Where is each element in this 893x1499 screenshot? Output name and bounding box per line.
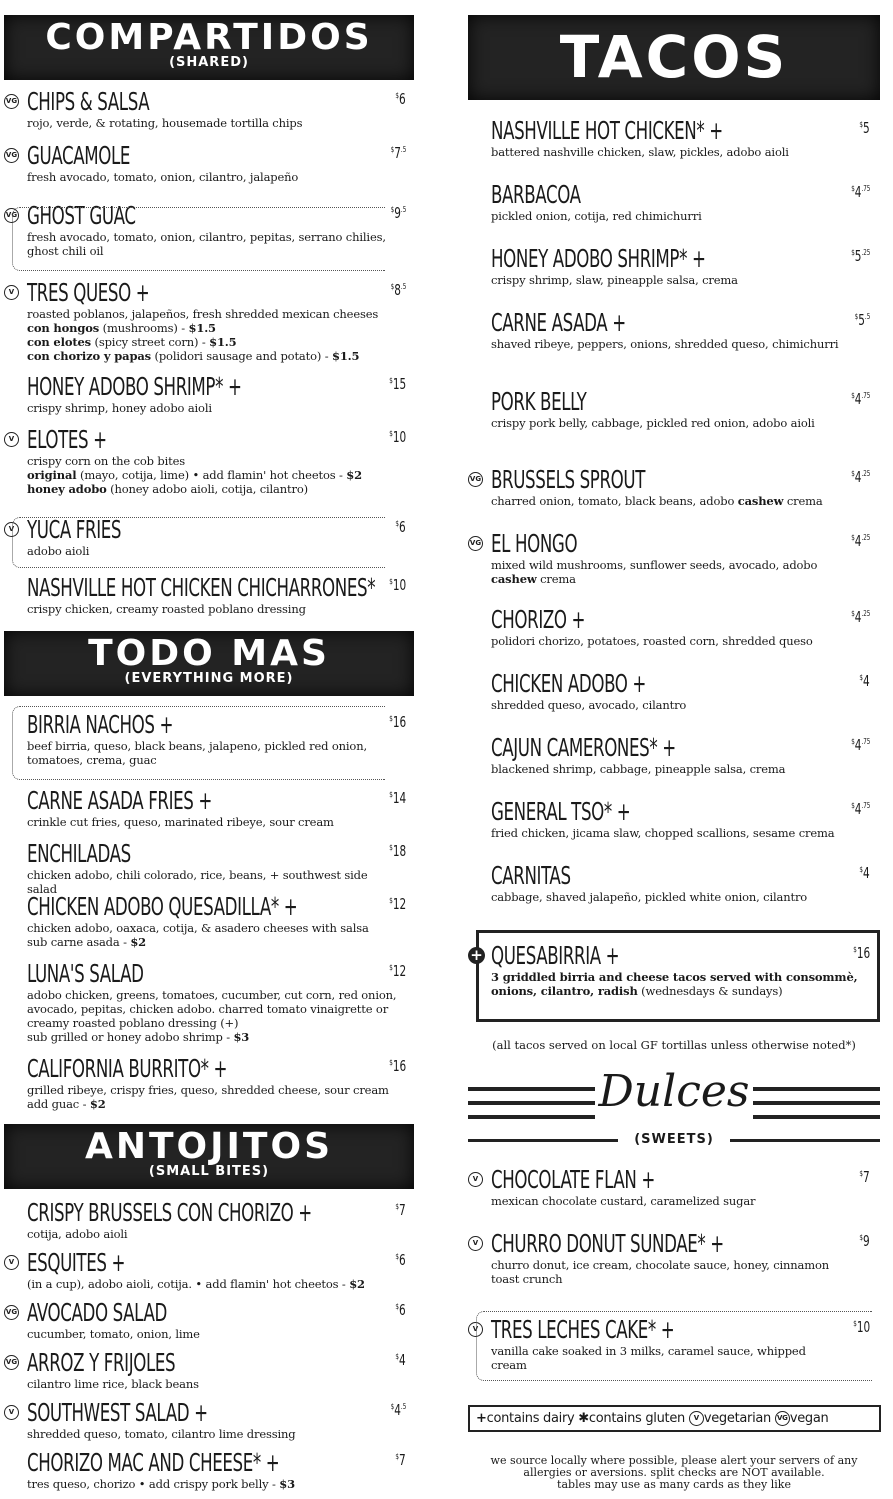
- footer-note: [468, 1455, 880, 1491]
- vegetarian-icon: V: [468, 1172, 483, 1187]
- item-price: $15: [389, 375, 406, 393]
- item-option: con elotes (spicy street corn) - $1.5: [27, 335, 237, 349]
- item-name: ENCHILADAS: [27, 839, 131, 868]
- item-description: fresh avocado, tomato, onion, cilantro, pepitas, serrano chilies, ghost chili oil: [27, 230, 386, 258]
- item-description: pickled onion, cotija, red chimichurri: [491, 209, 702, 223]
- item-description: crispy corn on the cob bites: [27, 454, 185, 468]
- item-price: $^{\$}4^{.25}$: [850, 468, 870, 486]
- item-price: $12: [389, 962, 406, 980]
- item-name: AVOCADO SALAD: [27, 1298, 167, 1327]
- tortilla-note: (all tacos served on local GF tortillas unless otherwise noted*): [492, 1038, 856, 1052]
- item-price: $6: [395, 518, 406, 536]
- item-description: battered nashville chicken, slaw, pickles, adobo aioli: [491, 145, 789, 159]
- item-description: mixed wild mushrooms, sunflower seeds, avocado, adobo cashew crema: [491, 558, 818, 586]
- item-name: BRUSSELS SPROUT: [491, 465, 646, 494]
- item-option: add guac - $2: [27, 1097, 106, 1111]
- menu-item: [468, 309, 880, 351]
- menu-item: [468, 670, 880, 712]
- footer-line: tables may use as many cards as they like: [557, 1478, 791, 1491]
- item-description: chicken adobo, chili colorado, rice, beans, + southwest side salad: [27, 868, 368, 896]
- menu-item: [468, 1230, 880, 1286]
- vegan-icon: VG: [4, 148, 19, 163]
- item-price: $10: [389, 576, 406, 594]
- item-price: $4: [859, 672, 870, 690]
- menu-item: [4, 574, 414, 616]
- item-name: ARROZ Y FRIJOLES: [27, 1348, 176, 1377]
- item-description: 3 griddled birria and cheese tacos served with consommè, onions, cilantro, radish (wednesdays & sundays): [491, 970, 858, 998]
- menu-item: [4, 893, 414, 949]
- item-price: $7: [395, 1201, 406, 1219]
- item-description: crinkle cut fries, queso, marinated ribeye, sour cream: [27, 815, 334, 829]
- item-description: shredded queso, tomato, cilantro lime dressing: [27, 1427, 296, 1441]
- item-description: rojo, verde, & rotating, housemade tortilla chips: [27, 116, 303, 130]
- item-description: charred onion, tomato, black beans, adobo cashew crema: [491, 494, 823, 508]
- vegan-icon: VG: [468, 536, 483, 551]
- item-price: $6: [395, 90, 406, 108]
- legend-vegetarian: vegetarian: [703, 1411, 771, 1426]
- menu-item: [4, 88, 414, 130]
- item-name: BIRRIA NACHOS +: [27, 710, 174, 739]
- highlight-border: [12, 207, 385, 271]
- item-option: con chorizo y papas (polidori sausage and potato) - $1.5: [27, 349, 360, 363]
- item-option: sub grilled or honey adobo shrimp - $3: [27, 1030, 250, 1044]
- item-price: $^{\$}7^{.5}$: [390, 144, 406, 162]
- item-description: adobo chicken, greens, tomatoes, cucumber, cut corn, red onion, avocado, pepitas, chicken adobo. charred tomato vinaigrette or creamy roasted poblano dressing (+): [27, 988, 397, 1030]
- antojitos-banner: [4, 1124, 414, 1189]
- item-option: sub carne asada - $2: [27, 935, 147, 949]
- vegetarian-icon: V: [4, 285, 19, 300]
- item-option: honey adobo (honey adobo aioli, cotija, cilantro): [27, 482, 308, 496]
- item-name: CHORIZO MAC AND CHEESE* +: [27, 1448, 280, 1477]
- item-name: GHOST GUAC: [27, 201, 136, 230]
- item-price: $^{\$}4^{.75}$: [850, 736, 870, 754]
- item-name: LUNA'S SALAD: [27, 959, 144, 988]
- item-description: chicken adobo, oaxaca, cotija, & asadero cheeses with salsa: [27, 921, 369, 935]
- tacos-banner: [468, 15, 880, 100]
- menu-item: [4, 1055, 414, 1111]
- item-description: fresh avocado, tomato, onion, cilantro, jalapeño: [27, 170, 299, 184]
- menu-item: [4, 787, 414, 829]
- item-price: $^{\$}4^{.25}$: [850, 532, 870, 550]
- item-price: $6: [395, 1301, 406, 1319]
- menu-item: [468, 734, 880, 776]
- menu-item: [468, 530, 880, 586]
- section-subtitle: (SHARED): [169, 55, 249, 70]
- vegan-icon: VG: [4, 94, 19, 109]
- item-description: shredded queso, avocado, cilantro: [491, 698, 687, 712]
- item-description: crispy shrimp, honey adobo aioli: [27, 401, 212, 415]
- item-price: $4: [395, 1351, 406, 1369]
- menu-item: [4, 1199, 414, 1241]
- item-price: $14: [389, 789, 406, 807]
- item-description: mexican chocolate custard, caramelized sugar: [491, 1194, 756, 1208]
- plus-icon: +: [476, 1411, 487, 1426]
- item-price: $16: [389, 713, 406, 731]
- menu-item: [468, 798, 880, 840]
- item-price: $^{\$}5^{.25}$: [850, 247, 870, 265]
- menu-item-quesabirria: [468, 942, 880, 998]
- vegetarian-icon: V: [4, 1405, 19, 1420]
- vegan-icon: VG: [4, 208, 19, 223]
- item-name: ESQUITES +: [27, 1248, 126, 1277]
- item-name: HONEY ADOBO SHRIMP* +: [491, 244, 706, 273]
- item-price: $^{\$}4^{.75}$: [850, 183, 870, 201]
- item-option: original (mayo, cotija, lime) • add flamin' hot cheetos - $2: [27, 468, 362, 482]
- vegan-icon: VG: [775, 1411, 790, 1426]
- item-price: $^{\$}4^{.75}$: [850, 800, 870, 818]
- menu-item: [4, 1249, 414, 1291]
- item-name: YUCA FRIES: [27, 515, 122, 544]
- item-name: CHORIZO +: [491, 605, 586, 634]
- highlight-border: [12, 706, 385, 780]
- item-name: ELOTES +: [27, 425, 107, 454]
- item-description: grilled ribeye, crispy fries, queso, shredded cheese, sour cream: [27, 1083, 389, 1097]
- item-description: roasted poblanos, jalapeños, fresh shredded mexican cheeses: [27, 307, 379, 321]
- item-name: GUACAMOLE: [27, 141, 131, 170]
- item-name: CALIFORNIA BURRITO* +: [27, 1054, 228, 1083]
- item-price: $12: [389, 895, 406, 913]
- item-description: cabbage, shaved jalapeño, pickled white onion, cilantro: [491, 890, 808, 904]
- item-description: cucumber, tomato, onion, lime: [27, 1327, 200, 1341]
- section-title: TODO MAS: [88, 633, 330, 674]
- item-name: CHOCOLATE FLAN +: [491, 1165, 655, 1194]
- menu-item: [4, 1349, 414, 1391]
- item-description: crispy pork belly, cabbage, pickled red onion, adobo aioli: [491, 416, 815, 430]
- item-price: $^{\$}4^{.25}$: [850, 608, 870, 626]
- dietary-legend: [468, 1405, 881, 1432]
- section-title: COMPARTIDOS: [45, 17, 373, 58]
- vegetarian-icon: V: [4, 1255, 19, 1270]
- menu-item: [4, 1399, 414, 1441]
- item-name: SOUTHWEST SALAD +: [27, 1398, 208, 1427]
- item-description: adobo aioli: [27, 544, 90, 558]
- item-price: $7: [859, 1168, 870, 1186]
- item-price: $5: [859, 119, 870, 137]
- compartidos-banner: [4, 15, 414, 80]
- item-name: CARNITAS: [491, 861, 571, 890]
- section-subtitle: (EVERYTHING MORE): [124, 671, 294, 686]
- item-price: $18: [389, 842, 406, 860]
- item-price: $16: [389, 1057, 406, 1075]
- vegetarian-icon: V: [468, 1236, 483, 1251]
- legend-gluten: contains gluten: [588, 1411, 685, 1426]
- dulces-subtitle: (SWEETS): [634, 1132, 714, 1147]
- menu-item: [4, 279, 414, 363]
- item-price: $^{\$}9^{.5}$: [390, 204, 406, 222]
- menu-item: [4, 840, 414, 896]
- item-description: shaved ribeye, peppers, onions, shredded queso, chimichurri: [491, 337, 839, 351]
- item-description: cotija, adobo aioli: [27, 1227, 128, 1241]
- menu-item: [468, 388, 880, 430]
- menu-item: [468, 181, 880, 223]
- item-price: $16: [853, 944, 870, 962]
- legend-dairy: contains dairy: [486, 1411, 575, 1426]
- item-price: $10: [853, 1318, 870, 1336]
- footer-line: we source locally where possible, please alert your servers of any: [490, 1454, 858, 1467]
- menu-item: [4, 142, 414, 184]
- menu-item: [468, 606, 880, 648]
- item-price: $4: [859, 864, 870, 882]
- item-description: beef birria, queso, black beans, jalapeno, pickled red onion, tomatoes, crema, guac: [27, 739, 367, 767]
- section-title: ANTOJITOS: [84, 1126, 334, 1167]
- menu-item: [468, 245, 880, 287]
- footer-line: allergies or aversions. split checks are NOT available.: [523, 1466, 825, 1479]
- todo-mas-banner: [4, 631, 414, 696]
- item-price: $^{\$}5^{.5}$: [854, 311, 870, 329]
- item-name: BARBACOA: [491, 180, 581, 209]
- item-name: CHICKEN ADOBO QUESADILLA* +: [27, 892, 298, 921]
- item-description: polidori chorizo, potatoes, roasted corn, shredded queso: [491, 634, 813, 648]
- item-name: CARNE ASADA +: [491, 308, 626, 337]
- menu-item: [4, 960, 414, 1044]
- legend-vegan: vegan: [789, 1411, 829, 1426]
- item-price: $^{\$}4^{.75}$: [850, 390, 870, 408]
- menu-item: [4, 1449, 414, 1491]
- item-description: crispy chicken, creamy roasted poblano dressing: [27, 602, 306, 616]
- item-price: $6: [395, 1251, 406, 1269]
- item-name: CHURRO DONUT SUNDAE* +: [491, 1229, 724, 1258]
- vegan-icon: VG: [4, 1305, 19, 1320]
- menu-item: [4, 1299, 414, 1341]
- item-name: CARNE ASADA FRIES +: [27, 786, 212, 815]
- item-description: crispy shrimp, slaw, pineapple salsa, crema: [491, 273, 738, 287]
- item-price: $^{\$}4^{.5}$: [390, 1401, 406, 1419]
- item-name: CAJUN CAMERONES* +: [491, 733, 676, 762]
- item-price: $10: [389, 428, 406, 446]
- item-name: PORK BELLY: [491, 387, 587, 416]
- plus-icon: +: [468, 947, 485, 964]
- dulces-title: Dulces: [598, 1066, 750, 1117]
- vegetarian-icon: V: [4, 432, 19, 447]
- item-description: blackened shrimp, cabbage, pineapple salsa, crema: [491, 762, 786, 776]
- section-title: TACOS: [559, 23, 789, 91]
- menu-item: [468, 1166, 880, 1208]
- item-name: NASHVILLE HOT CHICKEN CHICHARRONES*: [27, 573, 376, 602]
- item-name: TRES LECHES CAKE* +: [491, 1315, 675, 1344]
- highlight-border: [476, 1311, 872, 1381]
- item-description: cilantro lime rice, black beans: [27, 1377, 199, 1391]
- section-subtitle: (SMALL BITES): [148, 1164, 270, 1179]
- item-name: EL HONGO: [491, 529, 578, 558]
- vegetarian-icon: V: [468, 1322, 483, 1337]
- asterisk-icon: ✱: [578, 1411, 589, 1426]
- item-description: churro donut, ice cream, chocolate sauce, honey, cinnamon toast crunch: [491, 1258, 830, 1286]
- item-name: CHICKEN ADOBO +: [491, 669, 647, 698]
- vegetarian-icon: V: [689, 1411, 704, 1426]
- menu-item: [468, 117, 880, 159]
- vegan-icon: VG: [468, 472, 483, 487]
- item-price: $9: [859, 1232, 870, 1250]
- item-name: CRISPY BRUSSELS CON CHORIZO +: [27, 1198, 312, 1227]
- vegan-icon: VG: [4, 1355, 19, 1370]
- highlight-border: [12, 517, 385, 568]
- item-name: QUESABIRRIA +: [491, 941, 620, 970]
- menu-item: [468, 862, 880, 904]
- item-name: CHIPS & SALSA: [27, 87, 150, 116]
- item-description: tres queso, chorizo • add crispy pork belly - $3: [27, 1477, 295, 1491]
- item-name: NASHVILLE HOT CHICKEN* +: [491, 116, 723, 145]
- item-price: $7: [395, 1451, 406, 1469]
- item-description: vanilla cake soaked in 3 milks, caramel sauce, whipped cream: [491, 1344, 806, 1372]
- item-price: $^{\$}8^{.5}$: [390, 281, 406, 299]
- item-name: TRES QUESO +: [27, 278, 150, 307]
- item-name: GENERAL TSO* +: [491, 797, 631, 826]
- menu-item: [4, 426, 414, 496]
- item-option: con hongos (mushrooms) - $1.5: [27, 321, 216, 335]
- menu-item: [468, 466, 880, 508]
- item-description: (in a cup), adobo aioli, cotija. • add flamin' hot cheetos - $2: [27, 1277, 365, 1291]
- vegetarian-icon: V: [4, 522, 19, 537]
- menu-item: [4, 373, 414, 415]
- item-name: HONEY ADOBO SHRIMP* +: [27, 372, 242, 401]
- item-description: fried chicken, jicama slaw, chopped scallions, sesame crema: [491, 826, 835, 840]
